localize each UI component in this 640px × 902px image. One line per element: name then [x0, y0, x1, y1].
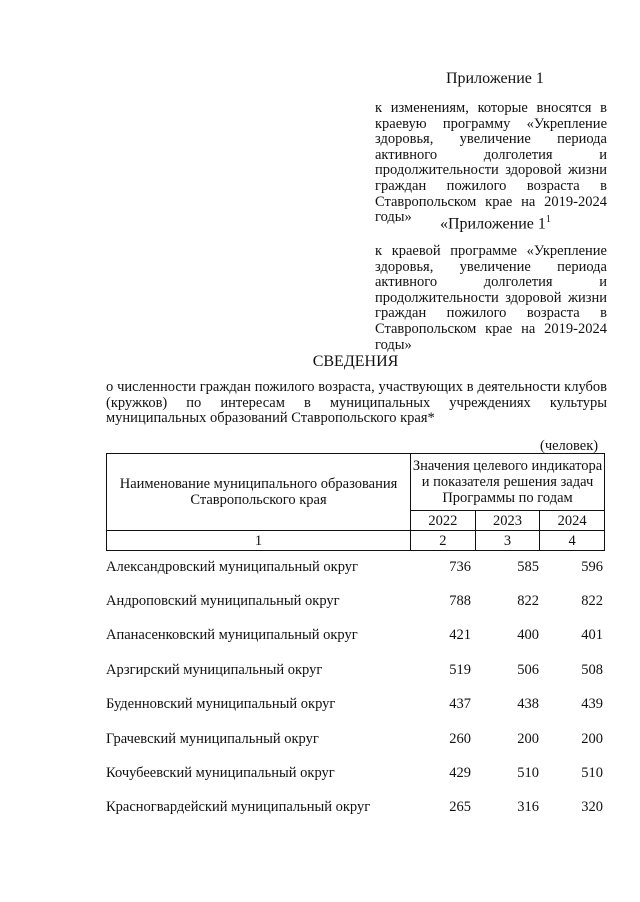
value-2024: 822 — [581, 593, 603, 610]
value-2023: 438 — [517, 696, 539, 713]
doc-heading: СВЕДЕНИЯ — [312, 353, 399, 370]
appendix2-title-text: «Приложение 1 — [440, 215, 546, 233]
value-2024: 401 — [581, 627, 603, 644]
table-row — [106, 550, 605, 584]
year-2022: 2022 — [411, 511, 476, 531]
value-2024: 510 — [581, 765, 603, 782]
value-2024: 596 — [581, 558, 603, 575]
value-2023: 200 — [517, 730, 539, 747]
table-row — [106, 791, 605, 825]
row-name: Апанасенковский муниципальный округ — [106, 627, 358, 644]
row-name: Арзгирский муниципальный округ — [106, 661, 323, 678]
value-2023: 585 — [517, 558, 539, 575]
col1-header: Наименование муниципального образования Ставропольского края — [107, 454, 411, 531]
table-row — [106, 688, 605, 722]
year-2023: 2023 — [475, 511, 540, 531]
value-2023: 316 — [517, 799, 539, 816]
row-name: Буденновский муниципальный округ — [106, 696, 336, 713]
value-2022: 265 — [449, 799, 471, 816]
col-number-2: 2 — [411, 531, 476, 551]
table-row — [106, 756, 605, 790]
col-number-3: 3 — [475, 531, 540, 551]
col-number-1: 1 — [107, 531, 411, 551]
appendix2-note: к краевой программе «Укрепление здоровья, увеличение периода активного долголетия и продолжительности здоровой жизни граждан пожилого возраста в Ставропольском крае на 2019-2024 годы» — [375, 243, 607, 353]
year-2024: 2024 — [540, 511, 605, 531]
unit-label: (человек) — [540, 438, 599, 454]
value-2024: 320 — [581, 799, 603, 816]
table-row — [106, 619, 605, 653]
table-row — [106, 653, 605, 687]
value-2023: 400 — [517, 627, 539, 644]
value-2022: 429 — [449, 765, 471, 782]
row-name: Грачевский муниципальный округ — [106, 730, 319, 747]
header-table — [106, 453, 605, 551]
value-2022: 736 — [449, 558, 471, 575]
appendix-note: к изменениям, которые вносятся в краевую программу «Укрепление здоровья, увеличение периода активного долголетия и продолжительности здоровой жизни граждан пожилого возраста в Ставропольском крае на 2019-2024 годы» — [375, 100, 607, 226]
table-row — [106, 722, 605, 756]
value-2023: 822 — [517, 593, 539, 610]
value-2022: 437 — [449, 696, 471, 713]
appendix2-superscript: 1 — [545, 214, 551, 225]
row-name: Александровский муниципальный округ — [106, 558, 358, 575]
value-2022: 421 — [449, 627, 471, 644]
row-name: Андроповский муниципальный округ — [106, 593, 340, 610]
value-2023: 510 — [517, 765, 539, 782]
value-2024: 439 — [581, 696, 603, 713]
value-2023: 506 — [517, 661, 539, 678]
row-name: Красногвардейский муниципальный округ — [106, 799, 371, 816]
value-2022: 788 — [449, 593, 471, 610]
doc-subheading: о численности граждан пожилого возраста, участвующих в деятельности клубов (кружков) по интересам в муниципальных учреждениях культуры муниципальных образований Ставропольского края* — [106, 379, 607, 427]
col-number-4: 4 — [540, 531, 605, 551]
appendix-title: Приложение 1 — [446, 70, 544, 87]
value-2024: 200 — [581, 730, 603, 747]
value-2024: 508 — [581, 661, 603, 678]
data-table — [106, 550, 605, 825]
row-name: Кочубеевский муниципальный округ — [106, 765, 335, 782]
value-2022: 260 — [449, 730, 471, 747]
group-header: Значения целевого индикатора и показателя решения задач Программы по годам — [411, 454, 605, 511]
table-row — [106, 584, 605, 618]
appendix2-title — [440, 214, 551, 233]
value-2022: 519 — [449, 661, 471, 678]
